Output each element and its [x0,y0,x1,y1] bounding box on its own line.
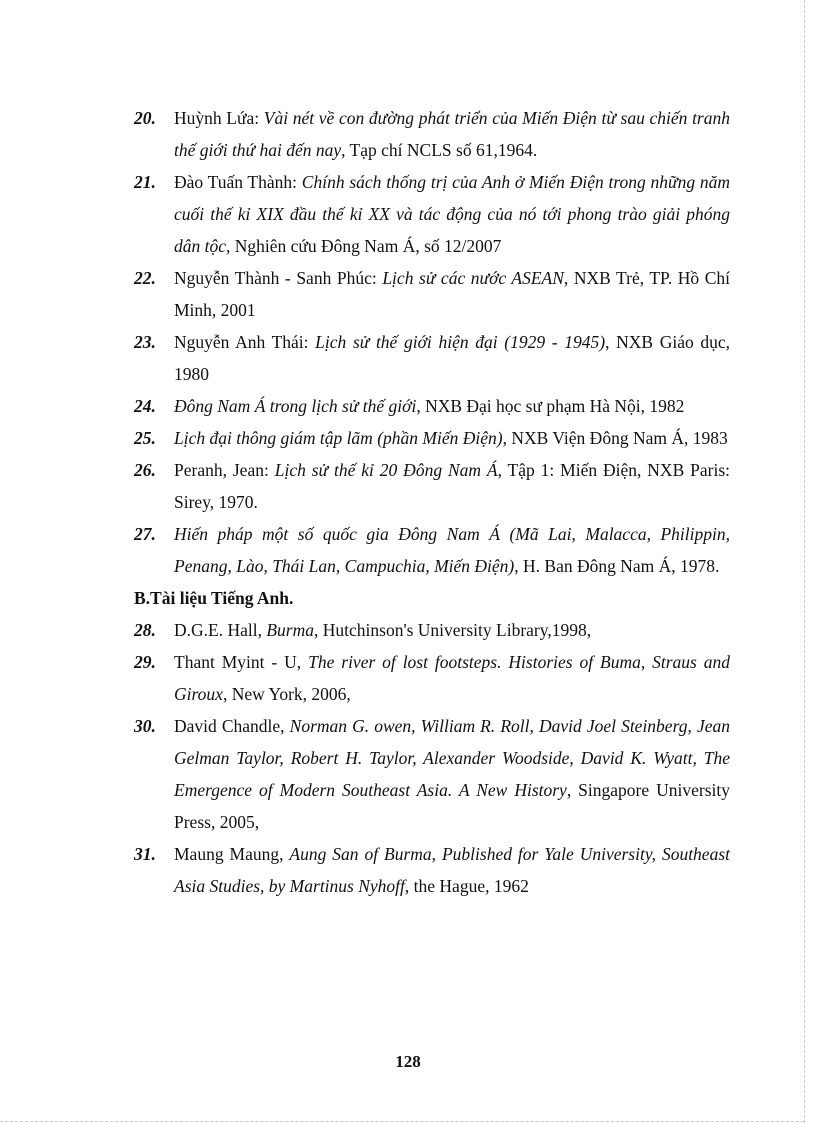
reference-publication: , Hutchinson's University Library,1998, [314,620,592,640]
reference-author: Đào Tuấn Thành: [174,172,297,192]
reference-item [134,390,730,422]
reference-item [134,454,730,518]
reference-author: Nguyễn Thành - Sanh Phúc: [174,268,377,288]
reference-author: Nguyễn Anh Thái: [174,332,309,352]
reference-publication: , NXB Đại học sư phạm Hà Nội, 1982 [416,396,685,416]
reference-title: Chính sách thống trị của Anh ở Miến Điện trong những năm cuối thế kỉ XIX đầu thế kỉ XX và tác động của nó tới phong trào giải phóng dân tộc [174,172,731,256]
reference-publication: , NXB Trẻ, TP. Hồ Chí Minh, 2001 [174,268,731,320]
reference-title: Burma [266,620,314,640]
reference-title: Đông Nam Á trong lịch sử thế giới [174,396,417,416]
reference-publication: , Singapore University Press, 2005, [174,780,730,832]
reference-publication: , the Hague, 1962 [404,876,529,896]
reference-number: 23. [134,332,156,352]
reference-publication: , Nghiên cứu Đông Nam Á, số 12/2007 [226,236,502,256]
reference-item [134,646,730,710]
reference-title: Lịch sử các nước ASEAN [382,268,564,288]
reference-publication: , NXB Giáo dục, 1980 [174,332,731,384]
reference-title: Hiến pháp một số quốc gia Đông Nam Á (Mã Lai, Malacca, Philippin, Penang, Lào, Thái Lan, Campuchia, Miến Điện) [174,524,730,576]
reference-item [134,518,730,582]
reference-title: Norman G. owen, William R. Roll, David Joel Steinberg, Jean Gelman Taylor, Robert H. Taylor, Alexander Woodside, David K. Wyatt, The Emergence of Modern Southeast Asia. A New History [174,716,730,800]
reference-publication: , NXB Viện Đông Nam Á, 1983 [502,428,728,448]
page-number: 128 [395,1052,421,1071]
reference-number: 24. [134,396,156,416]
reference-title: The river of lost footsteps. Histories of Buma, Straus and Giroux [174,652,731,704]
page-border-right [804,0,805,1123]
reference-item [134,326,730,390]
reference-publication: , New York, 2006, [222,684,351,704]
reference-author: Thant Myint - U, [174,652,302,672]
reference-author: David Chandle, [174,716,285,736]
reference-number: 26. [134,460,156,480]
reference-item [134,166,730,262]
reference-title: Lịch đại thông giám tập lãm (phần Miến Điện) [174,428,503,448]
section-heading: B.Tài liệu Tiếng Anh. [134,588,294,608]
reference-number: 25. [134,428,156,448]
reference-list [134,102,730,902]
reference-item [134,614,730,646]
reference-publication: , Tập 1: Miến Điện, NXB Paris: Sirey, 1970. [174,460,730,512]
reference-number: 28. [134,620,156,640]
reference-publication: , Tạp chí NCLS số 61,1964. [341,140,538,160]
reference-item [134,102,730,166]
reference-item [134,422,730,454]
reference-item [134,262,730,326]
reference-title: Vài nét về con đường phát triển của Miến Điện từ sau chiến tranh thế giới thứ hai đến nay [174,108,730,160]
page-border-bottom [0,1121,804,1122]
reference-number: 29. [134,652,156,672]
reference-author: Maung Maung, [174,844,284,864]
reference-author: Peranh, Jean: [174,460,269,480]
reference-author: D.G.E. Hall, [174,620,262,640]
reference-title: Aung San of Burma, Published for Yale University, Southeast Asia Studies, by Martinus Nyhoff [174,844,730,896]
reference-title: Lịch sử thế giới hiện đại (1929 - 1945) [315,332,606,352]
reference-number: 27. [134,524,156,544]
reference-item [134,838,730,902]
reference-item [134,710,730,838]
reference-number: 30. [134,716,156,736]
reference-number: 31. [134,844,156,864]
reference-publication: , H. Ban Đông Nam Á, 1978. [514,556,720,576]
reference-number: 22. [134,268,156,288]
reference-number: 21. [134,172,156,192]
reference-number: 20. [134,108,156,128]
reference-author: Huỳnh Lứa: [174,108,260,128]
reference-title: Lịch sử thế kỉ 20 Đông Nam Á [274,460,498,480]
